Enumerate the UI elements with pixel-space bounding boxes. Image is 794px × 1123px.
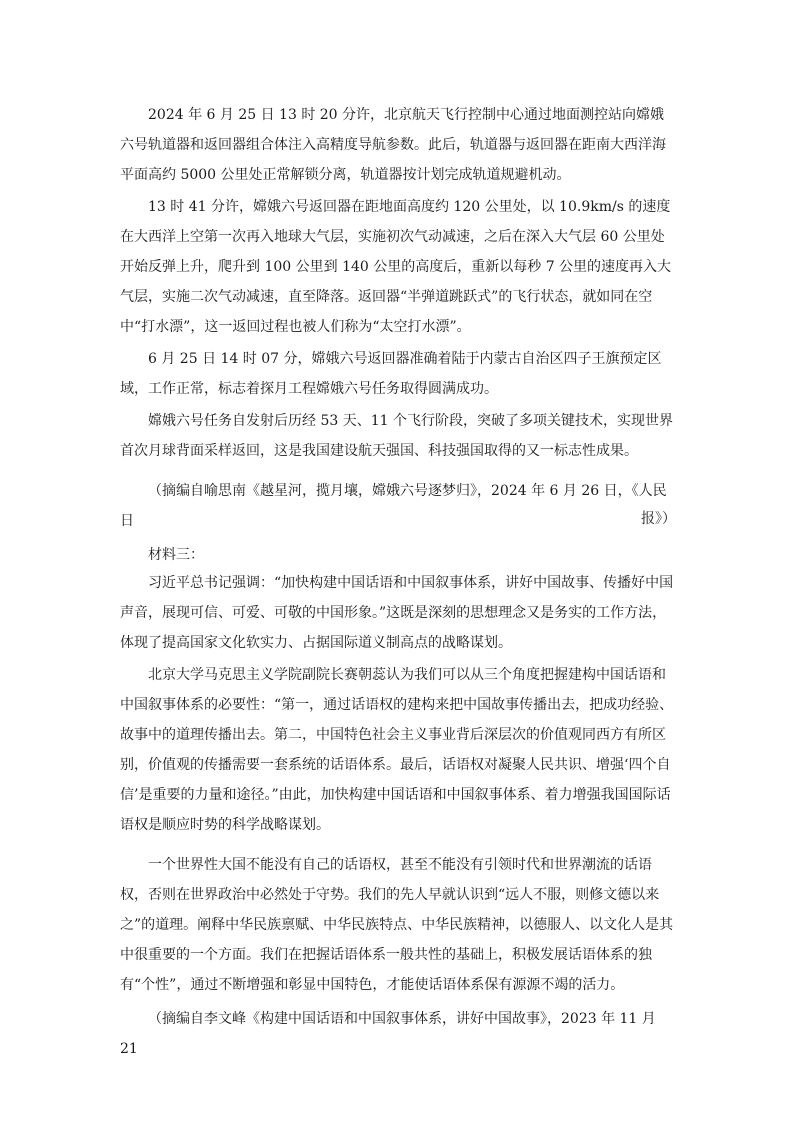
paragraph-xi-quote: 习近平总书记强调：“加快构建中国话语和中国叙事体系，讲好中国故事、传播好中国声音，展现可信、可爱、可敬的中国形象。”这既是深刻的思想理念又是务实的工作方法，体现了提高国家文化软实力、占据国际道义制高点的战略谋划。 [120,575,674,651]
paragraph-three-perspectives: 北京大学马克思主义学院副院长赛朝蕊认为我们可以从三个角度把握建构中国话语和中国叙事体系的必要性：“第一，通过话语权的建构来把中国故事传播出去，把成功经验、故事中的道理传播出去。第二，中国特色社会主义事业背后深层次的价值观同西方有所区别，价值观的传播需要一套系统的话语体系。最后，话语权对凝聚人民共识、增强‘四个自信’是重要的力量和途径。”由此，加快构建中国话语和中国叙事体系、着力增强我国国际话语权是顺应时势的科学战略谋划。 [120,667,674,833]
source-citation-1-continued: 报》） [641,511,676,527]
source-citation-1: （摘编自喻思南《越星河，揽月壤，嫦娥六号逐梦归》，2024 年 6 月 26 日，《人民日 [120,483,667,529]
paragraph-landing-navigation: 2024 年 6 月 25 日 13 时 20 分许，北京航天飞行控制中心通过地面测控站向嫦娥六号轨道器和返回器组合体注入高精度导航参数。此后，轨道器与返回器在距南大西洋海平面高约 5000 公里处正常解锁分离，轨道器按计划完成轨道规避机动。 [120,107,666,183]
paragraph-skip-reentry: 13 时 41 分许，嫦娥六号返回器在距地面高度约 120 公里处，以 10.9km/s 的速度在大西洋上空第一次再入地球大气层，实施初次气动减速，之后在深入大气层 60 公里处开始反弹上升，爬升到 100 公里到 140 公里的高度后，重新以每秒 7 公里的速度再入大气层，实施二次气动减速，直至降落。返回器“半弹道跳跃式”的飞行状态，就如同在空中“打水漂”，这一返回过程也被人们称为“太空打水漂”。 [120,199,672,335]
paragraph-mission-summary: 嫦娥六号任务自发射后历经 53 天、11 个飞行阶段，突破了多项关键技术，实现世界首次月球背面采样返回，这是我国建设航天强国、科技强国取得的又一标志性成果。 [120,413,673,459]
paragraph-discourse-power: 一个世界性大国不能没有自己的话语权，甚至不能没有引领时代和世界潮流的话语权，否则在世界政治中必然处于守势。我们的先人早就认识到“远人不服，则修文德以来之”的道理。阐释中华民族禀赋、中华民族特点、中华民族精神，以德服人、以文化人是其中很重要的一个方面。我们在把握话语体系一般共性的基础上，积极发展话语体系的独有“个性”，通过不断增强和彰显中国特色，才能使话语体系保有源源不竭的活力。 [120,857,674,993]
paragraph-touchdown: 6 月 25 日 14 时 07 分，嫦娥六号返回器准确着陆于内蒙古自治区四子王旗预定区域，工作正常，标志着探月工程嫦娥六号任务取得圆满成功。 [120,351,662,397]
source-citation-2: （摘编自李文峰《构建中国话语和中国叙事体系，讲好中国故事》，2023 年 11 月 21 [120,1011,656,1057]
material-three-heading: 材料三： [148,547,204,563]
